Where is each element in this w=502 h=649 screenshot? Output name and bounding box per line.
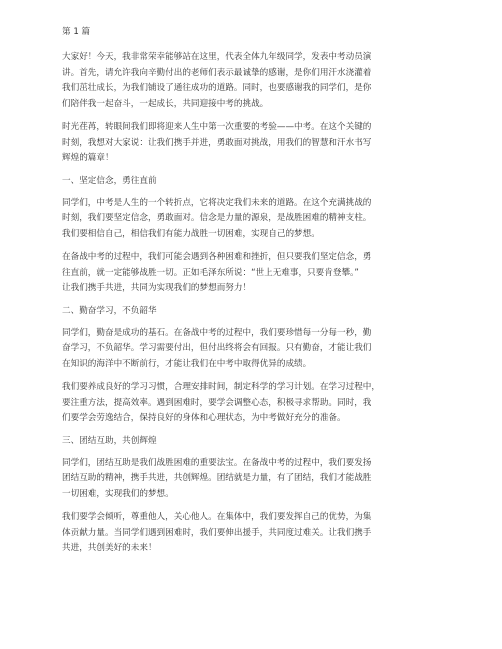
intro-paragraph-2 (62, 120, 440, 167)
text-line: 时刻，我想对大家说：让我们携手并进，勇敢面对挑战，用我们的智慧和汗水书写 (62, 137, 372, 148)
text-line: 我们要养成良好的学习习惯，合理安排时间，制定科学的学习计划。在学习过程中， (62, 382, 380, 392)
text-line: 同学们，勤奋是成功的基石。在备战中考的过程中，我们要珍惜每一分每一秒，勤 (62, 327, 372, 338)
section-heading-1: 一、坚定信念，勇往直前 (62, 175, 157, 186)
section-3-paragraph-2 (62, 510, 440, 557)
text-line: 我们要学会倾听，尊重他人，关心他人。在集体中，我们要发挥自己的优势，为集 (62, 512, 372, 522)
text-line: 们陪伴我一起奋斗，一起成长，共同迎接中考的挑战。 (62, 98, 269, 109)
section-3-paragraph-1 (62, 456, 440, 503)
section-heading-2: 二、勤奋学习，不负韶华 (62, 305, 157, 316)
text-line: 大家好！今天，我非常荣幸能够站在这里，代表全体九年级同学，发表中考动员演 (62, 52, 372, 62)
text-line: 在知识的海洋中不断前行，才能让我们在中考中取得优异的成绩。 (62, 358, 312, 369)
text-line: 同学们，团结互助是我们战胜困难的重要法宝。在备战中考的过程中，我们要发扬 (62, 457, 372, 468)
text-line: 时光荏苒，转眼间我们即将迎来人生中第一次重要的考验——中考。在这个关键的 (62, 122, 372, 132)
text-line: 同学们，中考是人生的一个转折点，它将决定我们未来的道路。在这个充满挑战的 (62, 197, 372, 208)
section-2-paragraph-2 (62, 380, 440, 427)
document-page (62, 26, 440, 565)
section-1-paragraph-1 (62, 196, 440, 243)
text-line: 讲。首先，请允许我向辛勤付出的老师们表示最诚挚的感谢，是你们用汗水浇灌着 (62, 67, 372, 78)
text-line: 让我们携手共进，共同为实现我们的梦想而努力！ (62, 283, 252, 293)
text-line: 奋学习，不负韶华。学习需要付出，但付出终将会有回报。只有勤奋，才能让我们 (62, 343, 372, 353)
text-line: 往直前，就一定能够战胜一切。正如毛泽东所说：“世上无难事，只要肯登攀。” (62, 267, 359, 278)
text-line: 辉煌的篇章！ (62, 153, 114, 163)
part-label: 第 1 篇 (62, 27, 91, 37)
intro-paragraph-1 (62, 50, 440, 112)
text-line: 们要学会劳逸结合，保持良好的身体和心理状态，为中考做好充分的准备。 (62, 413, 346, 423)
text-line: 我们要相信自己，相信我们有能力战胜一切困难，实现自己的梦想。 (62, 228, 320, 239)
text-line: 时刻，我们要坚定信念，勇敢面对。信念是力量的源泉，是战胜困难的精神支柱。 (62, 213, 372, 223)
text-line: 体贡献力量。当同学们遇到困难时，我们要伸出援手，共同度过难关。让我们携手 (62, 527, 372, 538)
section-1-paragraph-2 (62, 250, 440, 297)
text-line: 一切困难，实现我们的梦想。 (62, 488, 174, 499)
text-line: 要注重方法，提高效率。遇到困难时，要学会调整心态，积极寻求帮助。同时，我 (62, 397, 372, 408)
text-line: 团结互助的精神，携手共进，共创辉煌。团结就是力量，有了团结，我们才能战胜 (62, 473, 372, 483)
text-line: 在备战中考的过程中，我们可能会遇到各种困难和挫折，但只要我们坚定信念，勇 (62, 252, 372, 262)
text-line: 共进，共创美好的未来！ (62, 543, 157, 553)
section-heading-3: 三、团结互助，共创辉煌 (62, 435, 157, 446)
text-line: 我们茁壮成长，为我们铺设了通往成功的道路。同时，也要感谢我的同学们，是你 (62, 83, 372, 93)
section-2-paragraph-1 (62, 326, 440, 373)
